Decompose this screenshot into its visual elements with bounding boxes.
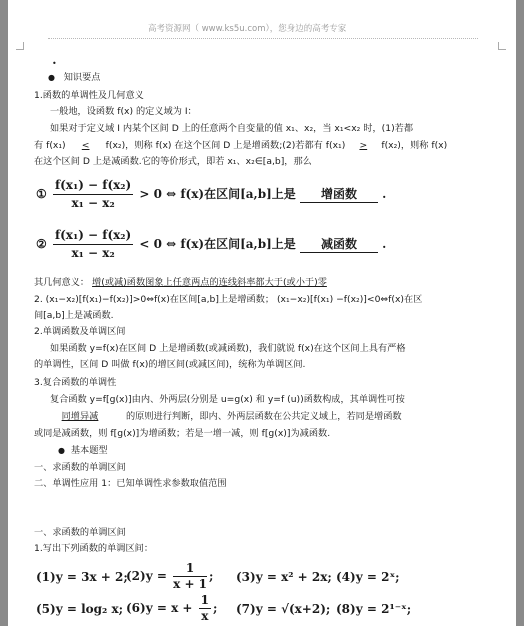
expr-1: (1)y = 3x + 2; (36, 570, 128, 584)
formula-number: ① (36, 187, 47, 201)
fraction (53, 178, 133, 211)
fill-blank: > (359, 140, 368, 151)
fraction-numerator: 1 (200, 593, 210, 607)
fill-blank: < (81, 140, 90, 151)
sec1-title: 1.函数的单调性及几何意义 (34, 90, 144, 101)
types-heading (58, 445, 108, 456)
bullet-dot: ● (48, 73, 55, 82)
formula-answer: 减函数 (300, 237, 378, 253)
expr-8: (8)y = 2¹⁻ˣ; (336, 602, 412, 616)
formula-tail: . (382, 187, 387, 201)
corner-mark (16, 42, 24, 50)
formula-number: ② (36, 237, 47, 251)
expr-2 (126, 562, 213, 591)
fraction-numerator: 1 (173, 562, 207, 577)
fraction-denominator: x + 1 (173, 577, 208, 591)
document-page (8, 0, 516, 626)
expr-text: ; (209, 569, 214, 583)
types-label: 基本题型 (70, 445, 108, 456)
fraction (53, 228, 133, 261)
expr-text: (6)y = x + (126, 601, 193, 615)
corner-mark (498, 42, 506, 50)
header-text: 高考资源网（ www.ks5u.com），您身边的高考专家 (148, 24, 347, 34)
part1-question: 1.写出下列函数的单调区间： (34, 543, 154, 554)
text-run: 的原则进行判断，即内、外两层函数在公共定义域上，若同是增函数 (126, 411, 402, 422)
fraction-denominator: x₁ − x₂ (71, 196, 115, 210)
bullet-dot: • (52, 59, 57, 68)
fraction-numerator: f(x₁) − f(x₂) (53, 178, 133, 195)
geo-line3: 间[a,b]上是减函数. (34, 310, 114, 321)
sec3-answer: 同增异减 (61, 411, 99, 422)
formula-2 (36, 228, 386, 261)
type-2: 二、单调性应用 1：已知单调性求参数取值范围 (34, 478, 227, 489)
text-run: f(x₂)，则称 f(x) 在这个区间 D 上是增函数;(2)若都有 f(x₁) (105, 140, 346, 151)
formula-text: > 0 ⇔ f(x)在区间[a,b]上是 (139, 187, 296, 201)
sec1-def-line2 (34, 140, 447, 151)
formula-answer: 增函数 (300, 187, 378, 203)
part1-title: 一、求函数的单调区间 (34, 527, 126, 538)
fraction (173, 562, 207, 591)
sec1-def-intro: 一般地，设函数 f(x) 的定义域为 I： (50, 106, 197, 117)
sec2-line2: 的单调性，区间 D 叫做 f(x)的增区间(或减区间)，统称为单调区间. (34, 359, 306, 370)
geo-label: 其几何意义： (34, 277, 90, 288)
expr-text: (2)y = (126, 569, 167, 583)
sec3-line1: 复合函数 y=f[g(x)]由内、外两层(分别是 u=g(x) 和 y=f (u))函数构成，其单调性可按 (50, 394, 405, 405)
fraction (199, 594, 211, 623)
expr-6 (126, 594, 217, 623)
fraction-numerator: f(x₁) − f(x₂) (53, 228, 133, 245)
fraction-denominator: x₁ − x₂ (71, 246, 115, 260)
sec3-line2 (34, 411, 402, 422)
sec2-title: 2.单调函数及单调区间 (34, 326, 126, 337)
text-run: f(x₂)，则称 f(x) (381, 140, 448, 151)
formula-text: < 0 ⇔ f(x)在区间[a,b]上是 (139, 237, 296, 251)
formula-1 (36, 178, 386, 211)
header-rule (48, 38, 478, 39)
type-1: 一、求函数的单调区间 (34, 462, 126, 473)
expr-5: (5)y = log₂ x; (36, 602, 124, 616)
sec1-def-line3: 在这个区间 D 上是减函数.它的等价形式，即若 x₁、x₂∈[a,b]，那么 (34, 156, 312, 167)
expr-3: (3)y = x² + 2x; (236, 570, 332, 584)
geo-meaning-line (34, 277, 327, 288)
geo-answer: 增(或减)函数图象上任意两点的连线斜率都大于(或小于)零 (92, 277, 327, 288)
expr-4: (4)y = 2ˣ; (336, 570, 400, 584)
knowledge-label: 知识要点 (63, 72, 101, 83)
sec3-line3: 或同是减函数，则 f[g(x)]为增函数；若是一增一减，则 f[g(x)]为减函数. (34, 428, 331, 439)
knowledge-heading (48, 72, 101, 83)
geo-line2: 2. (x₁−x₂)[f(x₁)−f(x₂)]>0⇔f(x)在区间[a,b]上是增函数； (x₁−x₂)[f(x₁) −f(x₂)]<0⇔f(x)在区 (34, 294, 423, 305)
bullet-dot: ● (58, 446, 65, 455)
text-run: 有 f(x₁) (34, 140, 66, 151)
expr-7: (7)y = √(x+2); (236, 602, 331, 616)
expr-text: ; (213, 601, 218, 615)
fraction-denominator: x (201, 609, 209, 623)
sec2-line1: 如果函数 y=f(x)在区间 D 上是增函数(或减函数)，我们就说 f(x)在这个区间上具有严格 (50, 343, 406, 354)
sec3-title: 3.复合函数的单调性 (34, 377, 117, 388)
formula-tail: . (382, 237, 387, 251)
sec1-def-line1: 如果对于定义域 I 内某个区间 D 上的任意两个自变量的值 x₁、x₂，当 x₁<x₂ 时，(1)若都 (50, 123, 414, 134)
